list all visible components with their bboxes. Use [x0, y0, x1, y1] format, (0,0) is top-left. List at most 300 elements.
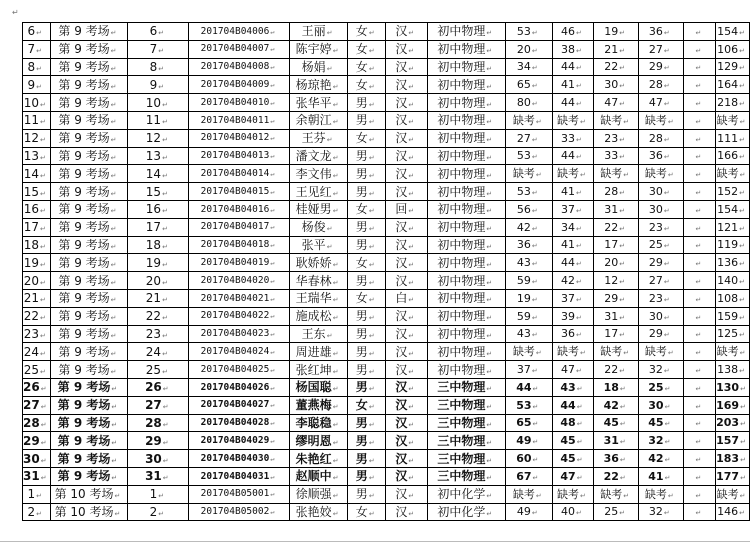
score-4: 41	[648, 469, 664, 483]
row-number: 12	[23, 131, 39, 146]
cell-end-mark: ↵	[270, 508, 275, 517]
exam-room: 第 9 考场	[58, 291, 110, 306]
row-number: 8	[27, 59, 36, 74]
score-4-cell	[639, 218, 684, 236]
score-2: 44	[561, 256, 576, 270]
seat-number: 7	[149, 42, 158, 57]
seat-number-cell	[128, 165, 189, 183]
score-4-cell	[639, 76, 684, 94]
cell-end-mark: ↵	[486, 492, 493, 501]
student-name-cell	[289, 254, 348, 272]
cell-end-mark: ↵	[110, 207, 117, 216]
cell-end-mark: ↵	[332, 492, 339, 501]
blank-cell-cell	[683, 183, 715, 201]
cell-end-mark: ↵	[695, 82, 702, 91]
gender: 男	[355, 487, 368, 502]
cell-end-mark: ↵	[486, 403, 493, 412]
cell-end-mark: ↵	[623, 117, 630, 126]
cell-end-mark: ↵	[576, 242, 582, 251]
gender: 女	[355, 291, 368, 306]
cell-end-mark: ↵	[39, 207, 46, 216]
cell-end-mark: ↵	[619, 206, 626, 215]
subject-cell	[427, 111, 505, 129]
seat-number-cell	[128, 343, 189, 361]
cell-end-mark: ↵	[36, 64, 43, 73]
subject-cell	[427, 272, 505, 290]
subject-cell	[427, 396, 505, 414]
subject-cell	[427, 183, 505, 201]
score-2: 37	[561, 291, 576, 305]
cell-end-mark: ↵	[368, 403, 375, 412]
score-2: 34	[561, 220, 576, 234]
row-number-cell	[23, 165, 51, 183]
table-row	[23, 236, 750, 254]
score-2: 38	[561, 42, 576, 56]
ethnicity-cell	[386, 414, 427, 432]
exam-room: 第 9 考场	[58, 131, 110, 146]
cell-end-mark: ↵	[162, 171, 168, 180]
cell-end-mark: ↵	[532, 473, 539, 482]
subject-cell	[427, 76, 505, 94]
total-score-cell	[716, 254, 750, 272]
subject: 三中物理	[437, 469, 486, 484]
ethnicity: 汉	[395, 451, 408, 466]
cell-end-mark: ↵	[368, 118, 375, 127]
score-3-cell	[594, 396, 639, 414]
total-score-cell	[716, 218, 750, 236]
cell-end-mark: ↵	[408, 225, 415, 234]
subject-cell	[427, 361, 505, 379]
student-name: 周进雄	[295, 344, 332, 359]
score-1: 36	[516, 238, 531, 252]
cell-end-mark: ↵	[619, 367, 626, 376]
row-number: 7	[27, 42, 36, 57]
score-2: 48	[560, 416, 576, 430]
score-2-cell	[552, 307, 594, 325]
cell-end-mark: ↵	[158, 82, 165, 91]
total-score: 203	[716, 416, 740, 430]
cell-end-mark: ↵	[663, 153, 670, 162]
cell-end-mark: ↵	[408, 474, 415, 483]
total-score-cell	[716, 200, 750, 218]
exam-id-cell	[189, 343, 289, 361]
gender: 女	[355, 504, 368, 519]
cell-end-mark: ↵	[368, 47, 375, 56]
score-4: 23	[648, 291, 663, 305]
total-score-cell	[716, 111, 750, 129]
table-row	[23, 450, 750, 468]
ethnicity-cell	[386, 129, 427, 147]
subject-cell	[427, 307, 505, 325]
exam-room-cell	[50, 165, 128, 183]
exam-room-cell	[50, 236, 128, 254]
cell-end-mark: ↵	[619, 509, 626, 518]
cell-end-mark: ↵	[576, 260, 582, 269]
student-name-cell	[289, 94, 348, 112]
cell-end-mark: ↵	[39, 278, 46, 287]
ethnicity: 汉	[395, 95, 408, 110]
exam-id-cell	[189, 414, 289, 432]
table-row	[23, 467, 750, 485]
ethnicity-cell	[386, 254, 427, 272]
student-name-cell	[289, 450, 348, 468]
student-name: 张艳姣	[295, 504, 332, 519]
total-score-cell	[716, 361, 750, 379]
cell-end-mark: ↵	[270, 81, 275, 90]
score-1-cell	[505, 111, 552, 129]
row-number-cell	[23, 254, 51, 272]
score-2-cell	[552, 165, 594, 183]
table-row	[23, 94, 750, 112]
cell-end-mark: ↵	[532, 456, 539, 465]
gender: 女	[355, 202, 368, 217]
total-score: 154	[717, 202, 739, 216]
ethnicity: 汉	[395, 77, 408, 92]
score-3-cell	[594, 325, 639, 343]
score-3-cell	[594, 40, 639, 58]
score-4: 36	[648, 24, 663, 38]
total-score-cell	[716, 485, 750, 503]
cell-end-mark: ↵	[40, 474, 47, 483]
seat-number-cell	[128, 111, 189, 129]
exam-room-cell	[50, 307, 128, 325]
seat-number-cell	[128, 147, 189, 165]
cell-end-mark: ↵	[408, 296, 415, 305]
cell-end-mark: ↵	[619, 100, 626, 109]
exam-id: 201704B04008	[200, 61, 270, 73]
cell-end-mark: ↵	[619, 260, 626, 269]
row-number-cell	[23, 325, 51, 343]
ethnicity: 汉	[395, 237, 408, 252]
cell-end-mark: ↵	[739, 295, 745, 304]
score-2: 缺考	[557, 345, 580, 359]
seat-number: 15	[145, 184, 162, 199]
blank-cell-cell	[683, 165, 715, 183]
score-2: 40	[561, 505, 576, 519]
cell-end-mark: ↵	[739, 260, 745, 269]
cell-end-mark: ↵	[739, 135, 745, 144]
cell-end-mark: ↵	[619, 473, 626, 482]
student-name-cell	[289, 111, 348, 129]
score-2-cell	[552, 503, 594, 521]
cell-end-mark: ↵	[695, 402, 702, 411]
score-2-cell	[552, 236, 594, 254]
seat-number-cell	[128, 40, 189, 58]
exam-room-cell	[50, 58, 128, 76]
cell-end-mark: ↵	[408, 367, 415, 376]
score-3: 21	[604, 42, 619, 56]
page-bottom-edge	[0, 541, 750, 542]
cell-end-mark: ↵	[486, 242, 493, 251]
total-score: 140	[717, 274, 739, 288]
score-4: 缺考	[644, 167, 667, 181]
table-row	[23, 307, 750, 325]
cell-end-mark: ↵	[368, 136, 375, 145]
cell-end-mark: ↵	[532, 420, 539, 429]
score-4-cell	[639, 307, 684, 325]
cell-end-mark: ↵	[270, 63, 275, 72]
subject-cell	[427, 218, 505, 236]
cell-end-mark: ↵	[739, 117, 746, 126]
cell-end-mark: ↵	[486, 314, 493, 323]
row-number: 10	[23, 95, 39, 110]
seat-number: 21	[145, 291, 162, 306]
exam-room-cell	[50, 76, 128, 94]
exam-room: 第 9 考场	[58, 95, 110, 110]
row-number-cell	[23, 40, 51, 58]
student-name: 王东	[301, 326, 326, 341]
ethnicity: 汉	[395, 255, 408, 270]
subject: 初中物理	[437, 309, 486, 324]
total-score-cell	[716, 58, 750, 76]
subject-cell	[427, 450, 505, 468]
exam-room: 第 9 考场	[57, 380, 111, 395]
cell-end-mark: ↵	[739, 331, 745, 340]
score-4-cell	[639, 343, 684, 361]
score-1: 缺考	[512, 167, 535, 181]
exam-id: 201704B04028	[200, 417, 270, 429]
score-1-cell	[505, 467, 552, 485]
ethnicity-cell	[386, 40, 427, 58]
blank-cell-cell	[683, 236, 715, 254]
cell-end-mark: ↵	[663, 509, 670, 518]
score-2-cell	[552, 450, 594, 468]
seat-number: 29	[145, 433, 162, 448]
score-1: 59	[516, 274, 531, 288]
score-3: 22	[604, 220, 619, 234]
cell-end-mark: ↵	[663, 367, 670, 376]
gender-cell	[348, 58, 386, 76]
score-1: 53	[516, 149, 531, 163]
row-number-cell	[23, 450, 51, 468]
score-2-cell	[552, 272, 594, 290]
exam-room: 第 9 考场	[58, 237, 110, 252]
cell-end-mark: ↵	[531, 82, 538, 91]
cell-end-mark: ↵	[162, 136, 168, 145]
row-number: 29	[23, 433, 40, 448]
subject-cell	[427, 432, 505, 450]
gender-cell	[348, 467, 386, 485]
cell-end-mark: ↵	[531, 64, 538, 73]
gender-cell	[348, 111, 386, 129]
cell-end-mark: ↵	[162, 153, 168, 162]
subject: 初中物理	[437, 273, 486, 288]
cell-end-mark: ↵	[39, 153, 46, 162]
cell-end-mark: ↵	[270, 187, 275, 196]
subject: 三中物理	[437, 415, 486, 430]
cell-end-mark: ↵	[368, 171, 375, 180]
score-3-cell	[594, 147, 639, 165]
student-name: 桂娅男	[295, 202, 332, 217]
seat-number: 1	[149, 487, 158, 502]
seat-number: 12	[145, 131, 162, 146]
cell-end-mark: ↵	[739, 509, 745, 518]
cell-end-mark: ↵	[619, 242, 626, 251]
exam-id-cell	[189, 503, 289, 521]
cell-end-mark: ↵	[695, 349, 702, 358]
table-row	[23, 343, 750, 361]
cell-end-mark: ↵	[270, 330, 275, 339]
gender: 男	[355, 469, 368, 484]
cell-end-mark: ↵	[270, 152, 275, 161]
exam-id-cell	[189, 272, 289, 290]
cell-end-mark: ↵	[739, 28, 745, 37]
score-1: 43	[516, 327, 531, 341]
ethnicity: 汉	[395, 59, 408, 74]
cell-end-mark: ↵	[408, 349, 415, 358]
student-name: 王芬	[301, 131, 326, 146]
score-1-cell	[505, 272, 552, 290]
ethnicity-cell	[386, 396, 427, 414]
score-2-cell	[552, 414, 594, 432]
student-name-cell	[289, 40, 348, 58]
cell-end-mark: ↵	[619, 295, 626, 304]
score-3: 22	[604, 60, 619, 74]
score-4: 23	[648, 220, 663, 234]
gender-cell	[348, 40, 386, 58]
subject: 初中物理	[437, 95, 486, 110]
score-1-cell	[505, 165, 552, 183]
cell-end-mark: ↵	[576, 135, 582, 144]
ethnicity-cell	[386, 378, 427, 396]
cell-end-mark: ↵	[368, 456, 375, 465]
total-score: 缺考	[716, 345, 739, 359]
ethnicity-cell	[386, 165, 427, 183]
score-4-cell	[639, 129, 684, 147]
cell-end-mark: ↵	[270, 241, 275, 250]
cell-end-mark: ↵	[332, 47, 339, 56]
subject: 初中物理	[437, 59, 486, 74]
score-3-cell	[594, 236, 639, 254]
table-row	[23, 432, 750, 450]
subject: 初中物理	[437, 77, 486, 92]
cell-end-mark: ↵	[531, 153, 538, 162]
total-score-cell	[716, 23, 750, 41]
cell-end-mark: ↵	[486, 420, 493, 429]
blank-cell-cell	[683, 396, 715, 414]
subject-cell	[427, 236, 505, 254]
score-3-cell	[594, 218, 639, 236]
cell-end-mark: ↵	[162, 242, 168, 251]
total-score: 164	[717, 78, 739, 92]
exam-id-cell	[189, 467, 289, 485]
ethnicity-cell	[386, 147, 427, 165]
student-name: 李文伟	[295, 166, 332, 181]
score-2: 37	[561, 202, 576, 216]
gender-cell	[348, 396, 386, 414]
seat-number-cell	[128, 289, 189, 307]
score-1-cell	[505, 378, 552, 396]
cell-end-mark: ↵	[111, 403, 118, 412]
score-4: 29	[648, 60, 663, 74]
cell-end-mark: ↵	[270, 365, 275, 374]
exam-id-cell	[189, 23, 289, 41]
student-name: 耿娇娇	[295, 255, 332, 270]
seat-number-cell	[128, 236, 189, 254]
row-number: 31	[23, 469, 40, 484]
exam-id: 201704B04027	[200, 399, 270, 411]
subject-cell	[427, 129, 505, 147]
ethnicity: 汉	[395, 220, 408, 235]
cell-end-mark: ↵	[368, 367, 375, 376]
cell-end-mark: ↵	[695, 64, 702, 73]
gender: 女	[355, 255, 368, 270]
score-1: 缺考	[512, 345, 535, 359]
table-row	[23, 272, 750, 290]
student-name-cell	[289, 76, 348, 94]
subject: 初中物理	[437, 148, 486, 163]
score-2: 缺考	[557, 113, 580, 127]
subject-cell	[427, 414, 505, 432]
total-score: 157	[716, 434, 740, 448]
score-4: 30	[648, 185, 663, 199]
cell-end-mark: ↵	[332, 474, 339, 483]
table-row	[23, 396, 750, 414]
table-row	[23, 378, 750, 396]
total-score: 缺考	[716, 167, 739, 181]
cell-end-mark: ↵	[408, 29, 415, 38]
cell-end-mark: ↵	[270, 472, 275, 481]
cell-end-mark: ↵	[663, 206, 670, 215]
cell-end-mark: ↵	[39, 225, 46, 234]
seat-number: 19	[145, 255, 162, 270]
score-4: 29	[648, 256, 663, 270]
exam-id: 201704B05002	[200, 506, 270, 518]
score-2: 42	[561, 274, 576, 288]
score-2-cell	[552, 147, 594, 165]
cell-end-mark: ↵	[486, 349, 493, 358]
cell-end-mark: ↵	[162, 189, 168, 198]
score-3: 36	[603, 452, 619, 466]
gender: 男	[355, 309, 368, 324]
ethnicity: 汉	[395, 469, 408, 484]
score-1: 缺考	[512, 487, 535, 501]
score-1: 53	[516, 24, 531, 38]
blank-cell-cell	[683, 343, 715, 361]
score-4: 32	[648, 363, 663, 377]
cell-end-mark: ↵	[576, 224, 582, 233]
cell-end-mark: ↵	[408, 314, 415, 323]
cell-end-mark: ↵	[110, 82, 117, 91]
cell-end-mark: ↵	[332, 456, 339, 465]
exam-id: 201704B04026	[200, 381, 270, 393]
student-name: 张平	[301, 237, 326, 252]
cell-end-mark: ↵	[695, 135, 702, 144]
ethnicity: 汉	[395, 504, 408, 519]
cell-end-mark: ↵	[531, 189, 538, 198]
cell-end-mark: ↵	[623, 491, 630, 500]
score-3: 22	[603, 469, 619, 483]
cell-end-mark: ↵	[619, 82, 626, 91]
cell-end-mark: ↵	[332, 367, 339, 376]
exam-room-cell	[50, 200, 128, 218]
ethnicity: 汉	[395, 166, 408, 181]
score-3: 缺考	[600, 167, 623, 181]
cell-end-mark: ↵	[39, 314, 46, 323]
total-score: 183	[716, 452, 740, 466]
cell-end-mark: ↵	[162, 207, 168, 216]
exam-id: 201704B04013	[200, 150, 270, 162]
student-name-cell	[289, 289, 348, 307]
seat-number-cell	[128, 200, 189, 218]
cell-end-mark: ↵	[695, 153, 702, 162]
ethnicity: 汉	[395, 42, 408, 57]
cell-end-mark: ↵	[695, 313, 702, 322]
cell-end-mark: ↵	[368, 349, 375, 358]
gender: 男	[355, 380, 368, 395]
student-name-cell	[289, 361, 348, 379]
score-4-cell	[639, 165, 684, 183]
